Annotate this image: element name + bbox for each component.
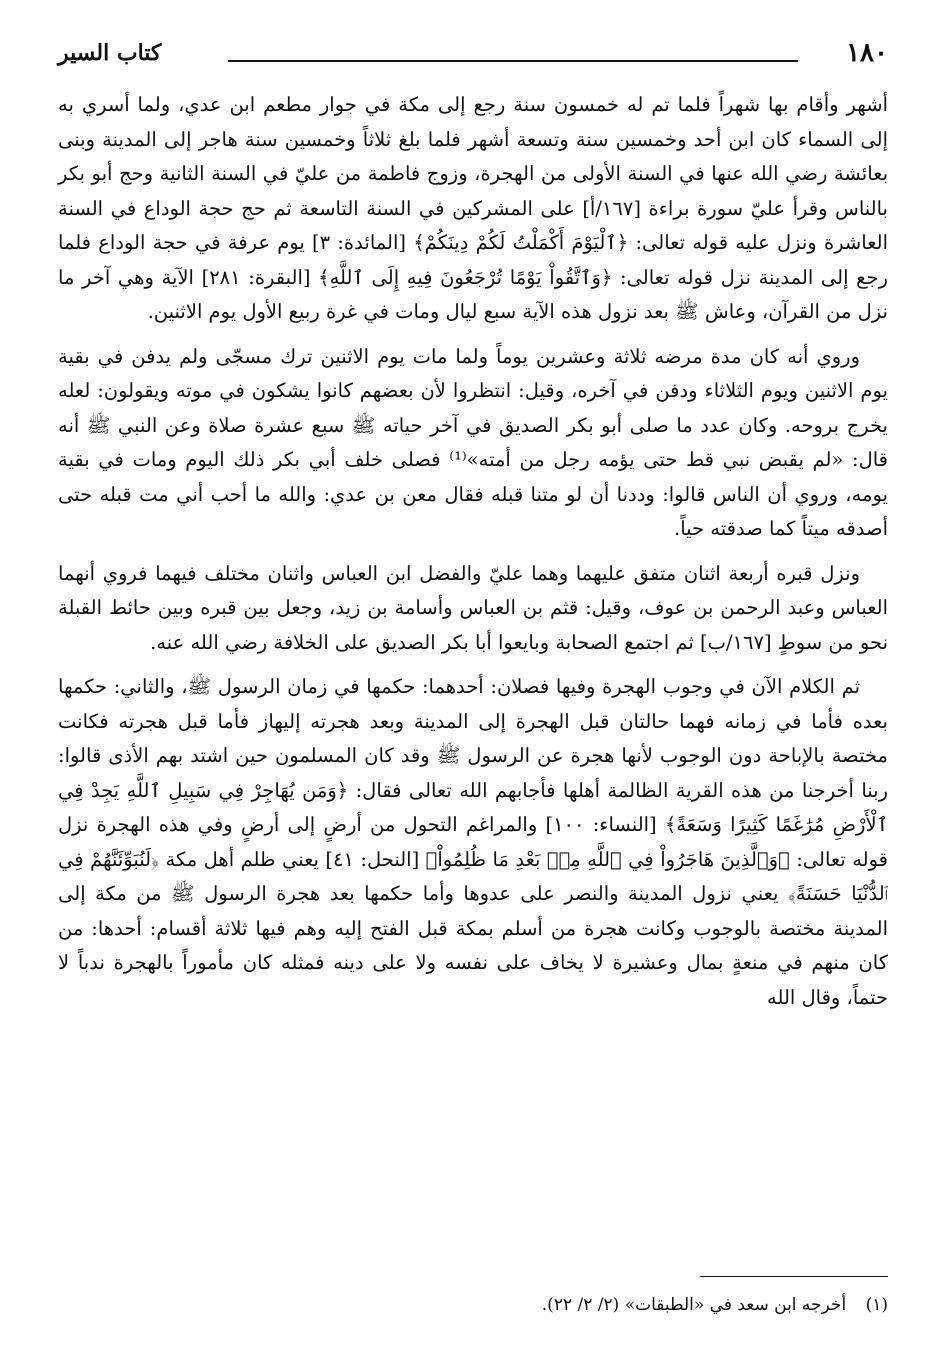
- paragraph-1: أشهر وأقام بها شهراً فلما تم له خمسون سنة رجع إلى مكة في جوار مطعم ابن عدي، ولما أسري به إلى السماء كان ابن أحد وخمسين سنة وتسعة أشهر فلما بلغ ثلاثاً وخمسين سنة هاجر إلى المدينة وبنى بعائشة رضي الله عنها في السنة الأولى من الهجرة، وزوج فاطمة من عليّ في السنة الثانية وحج أبو بكر بالناس وقرأ عليّ سورة براءة [١٦٧/أ] على المشركين في السنة التاسعة ثم حج حجة الوداع في السنة العاشرة ونزل عليه قوله تعالى: ﴿ٱلْيَوْمَ أَكْمَلْتُ لَكُمْ دِينَكُمْ﴾ [المائدة: ٣] يوم عرفة في حجة الوداع فلما رجع إلى المدينة نزل قوله تعالى: ﴿وَٱتَّقُواْ يَوْمًا تُرْجَعُونَ فِيهِ إِلَى ٱللَّهِ﴾ [البقرة: ٢٨١] الآية وهي آخر ما نزل من القرآن، وعاش ﷺ بعد نزول هذه الآية سبع ليال ومات في غرة ربيع الأول يوم الاثنين.: [58, 93, 888, 323]
- running-title: كتاب السير: [58, 40, 162, 66]
- page-number: ١٨٠: [846, 38, 888, 68]
- paragraph-2: وروي أنه كان مدة مرضه ثلاثة وعشرين يوماً ولما مات يوم الاثنين ترك مسجّى ولم يدفن في بقية يوم الاثنين ويوم الثلاثاء ودفن في آخره، وقيل: انتظروا لأن بعضهم كانوا يشكون في موته ويقولون: لعله يخرج بروحه. وكان عدد ما صلى أبو بكر الصديق في آخر حياته ﷺ سبع عشرة صلاة وعن النبي ﷺ أنه قال: «لم يقبض نبي قط حتى يؤمه رجل من أمته»⁽¹⁾ فصلى خلف أبي بكر ذلك اليوم ومات في بقية يومه، وروي أن الناس قالوا: وددنا أن لو متنا قبله فقال معن بن عدي: والله ما أحب أني مت قبله حتى أصدقه ميتاً كما صدقته حياً.: [58, 344, 888, 540]
- main-text: [58, 88, 888, 1015]
- paragraph-4: ثم الكلام الآن في وجوب الهجرة وفيها فصلان: أحدهما: حكمها في زمان الرسول ﷺ، والثاني: حكمها بعده فأما في زمانه فهما حالتان قبل الهجرة إلى المدينة وبعد هجرته إليهاز فأما قبل هجرته فكانت مختصة بالإباحة دون الوجوب لأنها هجرة عن الرسول ﷺ وقد كان المسلمون حين اشتد بهم الأذى قالوا: ربنا أخرجنا من هذه القرية الظالمة أهلها فأجابهم الله تعالى فقال: ﴿وَمَن يُهَاجِرْ فِي سَبِيلِ ٱللَّهِ يَجِدْ فِي ٱلْأَرْضِ مُرَٰغَمًا كَثِيرًا وَسَعَةً﴾ [النساء: ١٠٠] والمراغم التحول من أرضٍ إلى أرضٍ وفي هذه الهجرة نزل قوله تعالى: ﴿وَٱلَّذِينَ هَاجَرُواْ فِي ٱللَّهِ مِنۢ بَعْدِ مَا ظُلِمُواْ﴾ [النحل: ٤١] يعني ظلم أهل مكة ﴿لَنُبَوِّئَنَّهُمْ فِي ٱلدُّنْيَا حَسَنَةً﴾ يعني نزول المدينة والنصر على عدوها وأما حكمها بعد هجرة الرسول ﷺ من مكة إلى المدينة مختصة بالوجوب وكانت هجرة من أسلم بمكة قبل الفتح إليه وهم فيها ثلاثة أقسام: أحدها: من كان منهم في منعةٍ بمال وعشيرة لا يخاف على نفسه ولا على دينه فمثله كان مأموراً بالهجرة ندباً لا حتماً، وقال الله: [58, 675, 889, 1009]
- footnote-rule: [700, 1276, 888, 1277]
- footnote-marker: (١): [865, 1295, 888, 1315]
- header-rule: [228, 60, 798, 62]
- footnote: [58, 1292, 888, 1318]
- page-header: [58, 38, 888, 78]
- paragraph-3: ونزل قبره أربعة اثنان متفق عليهما وهما عليّ والفضل ابن العباس واثنان مختلف فيهما فروي أنهما العباس وعبد الرحمن بن عوف، وقيل: قثم بن العباس وأسامة بن زيد، وجعل بين قبره وبين حائط القبلة نحو من سوطٍ [١٦٧/ب] ثم اجتمع الصحابة وبايعوا أبا بكر الصديق على الخلافة رضي الله عنه.: [58, 561, 888, 654]
- footnote-text: أخرجه ابن سعد في «الطبقات» (٢/ ٢/ ٢٢).: [541, 1295, 847, 1315]
